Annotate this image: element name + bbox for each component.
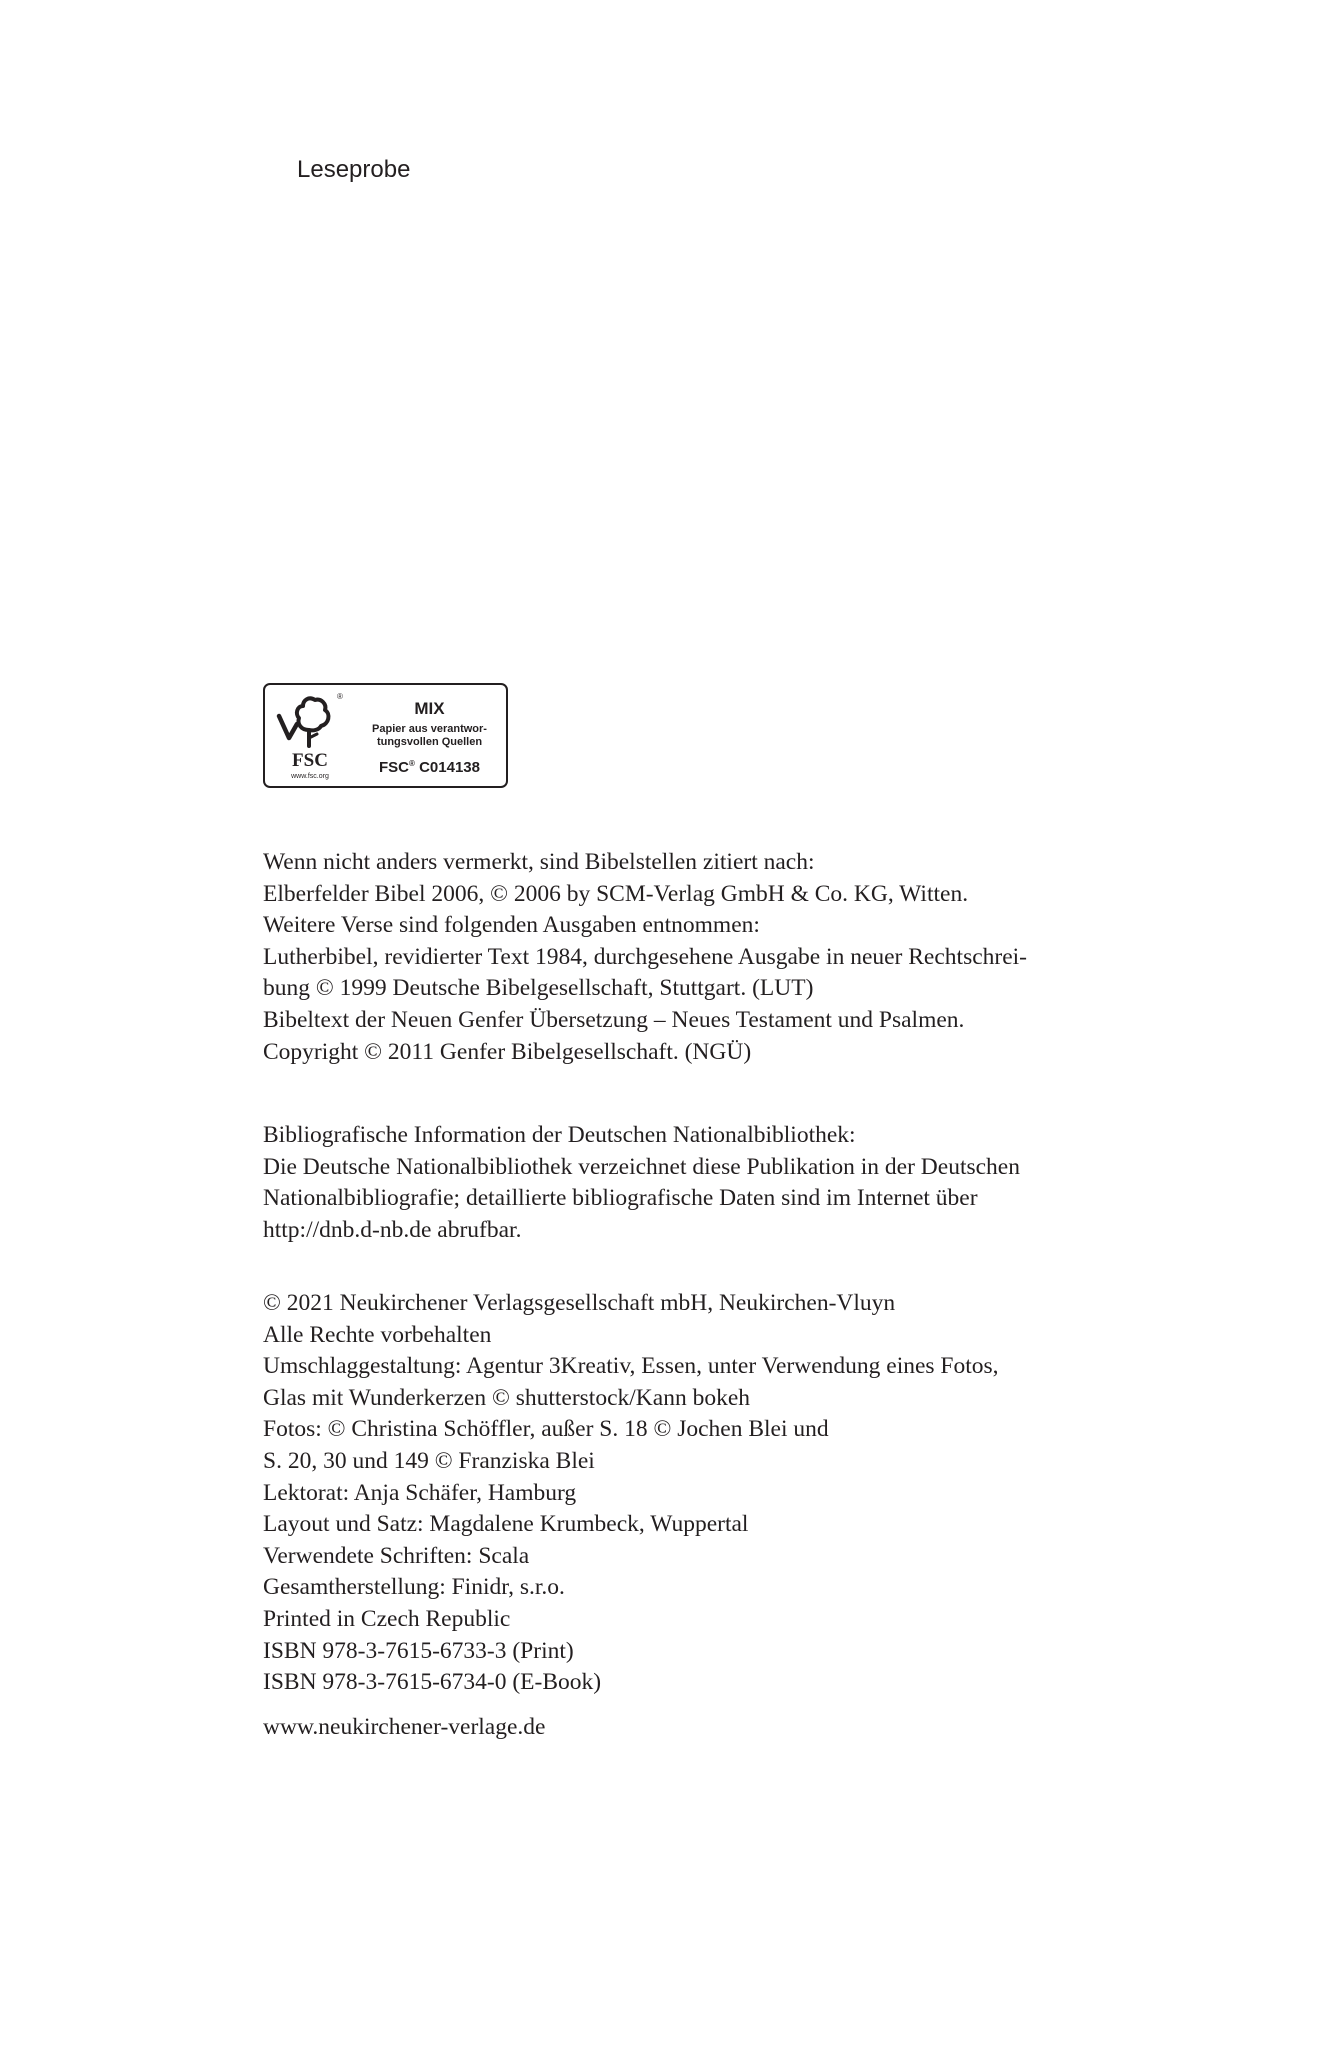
imprint-line: Verwendete Schriften: Scala	[263, 1542, 530, 1569]
bibliographic-info-line: http://dnb.d-nb.de abrufbar.	[263, 1216, 522, 1243]
bible-sources-line: bung © 1999 Deutsche Bibelgesellschaft, Stuttgart. (LUT)	[263, 975, 814, 1002]
fsc-code-prefix: FSC	[379, 759, 410, 776]
bibliographic-info-line: Die Deutsche Nationalbibliothek verzeichnet diese Publikation in der Deutschen	[263, 1153, 1020, 1180]
bible-sources-block	[263, 847, 1263, 1068]
fsc-code-number: C014138	[419, 759, 480, 776]
imprint-line: Umschlaggestaltung: Agentur 3Kreativ, Essen, unter Verwendung eines Fotos,	[263, 1353, 999, 1380]
imprint-line: Fotos: © Christina Schöffler, außer S. 18 © Jochen Blei und	[263, 1416, 829, 1443]
isbn-ebook-line: ISBN 978-3-7615-6734-0 (E-Book)	[263, 1669, 602, 1696]
bible-sources-line: Wenn nicht anders vermerkt, sind Bibelstellen zitiert nach:	[263, 849, 815, 875]
fsc-description-line: Papier aus verantwor-	[372, 723, 487, 735]
imprint-line: Glas mit Wunderkerzen © shutterstock/Kann bokeh	[263, 1384, 751, 1411]
imprint-line: Alle Rechte vorbehalten	[263, 1321, 492, 1348]
imprint-line: Layout und Satz: Magdalene Krumbeck, Wuppertal	[263, 1511, 749, 1538]
imprint-line: Printed in Czech Republic	[263, 1605, 511, 1632]
fsc-license-code	[357, 755, 502, 777]
bible-sources-line: Lutherbibel, revidierter Text 1984, durchgesehene Ausgabe in neuer Rechtschrei-	[263, 943, 1028, 970]
fsc-logo-text: FSC	[292, 750, 328, 771]
fsc-label-details	[357, 699, 502, 777]
imprint-line: Gesamtherstellung: Finidr, s.r.o.	[263, 1574, 565, 1601]
publisher-url-text: www.neukirchener-verlage.de	[263, 1714, 546, 1740]
imprint-block	[263, 1288, 1263, 1699]
imprint-line: S. 20, 30 und 149 © Franziska Blei	[263, 1447, 595, 1474]
fsc-code-registered-mark: ®	[409, 759, 415, 768]
bible-sources-line: Copyright © 2011 Genfer Bibelgesellschaft. (NGÜ)	[263, 1038, 752, 1065]
fsc-url: www.fsc.org	[291, 773, 329, 780]
bibliographic-info-block	[263, 1120, 1263, 1246]
bible-sources-line: Bibeltext der Neuen Genfer Übersetzung – Neues Testament und Psalmen.	[263, 1006, 965, 1033]
bibliographic-info-line: Nationalbibliografie; detaillierte bibliografische Daten sind im Internet über	[263, 1185, 978, 1212]
publisher-url	[263, 1712, 1263, 1744]
page-header-label: Leseprobe	[297, 156, 411, 183]
fsc-certification-label	[263, 683, 508, 788]
fsc-description-line: tungsvollen Quellen	[376, 736, 483, 748]
isbn-print-line: ISBN 978-3-7615-6733-3 (Print)	[263, 1637, 574, 1664]
fsc-registered-mark: ®	[337, 692, 343, 701]
fsc-description	[357, 723, 502, 749]
fsc-mix-title: MIX	[414, 699, 445, 718]
bible-sources-line: Elberfelder Bibel 2006, © 2006 by SCM-Verlag GmbH & Co. KG, Witten.	[263, 880, 969, 907]
fsc-tree-checkmark-icon	[271, 690, 343, 782]
imprint-line: Lektorat: Anja Schäfer, Hamburg	[263, 1479, 577, 1506]
bibliographic-info-line: Bibliografische Information der Deutschen Nationalbibliothek:	[263, 1122, 856, 1148]
bible-sources-line: Weitere Verse sind folgenden Ausgaben entnommen:	[263, 912, 760, 939]
imprint-line: © 2021 Neukirchener Verlagsgesellschaft mbH, Neukirchen-Vluyn	[263, 1290, 896, 1316]
